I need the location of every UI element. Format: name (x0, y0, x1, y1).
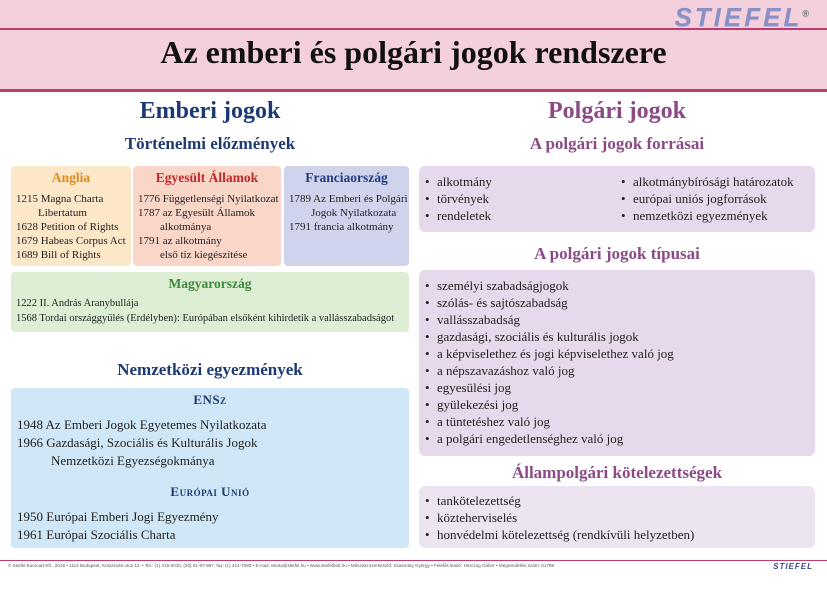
stiefel-logo: STIEFEL® (674, 2, 809, 32)
hungary-box (11, 272, 409, 332)
sources-list-1: • alkotmány • törvények • rendeletek (425, 173, 492, 224)
history-heading: Történelmi előzmények (124, 134, 296, 153)
footer-logo: STIEFEL (773, 562, 813, 571)
types-list: • személyi szabadságjogok • szólás- és sajtószabadság • vallásszabadság • gazdasági, szociális és kulturális jogok • a képviselethez és jogi képviselethez való jog • a népszavazáshoz való jog • egyesülési jog • gyülekezési jog • a tüntetéshez való jog • a polgári engedetlenséghez való jog (425, 277, 674, 447)
anglia-list: 1215 Magna Charta Libertatum 1628 Petition of Rights 1679 Habeas Corpus Act 1689 Bill of Rights (16, 193, 126, 261)
types-heading: A polgári jogok típusai (534, 244, 700, 263)
sources-list-2: • alkotmánybírósági határozatok • európai uniós jogforrások • nemzetközi egyezmények (621, 173, 794, 224)
page-title: Az emberi és polgári jogok rendszere (160, 34, 667, 70)
eu-list: 1950 Európai Emberi Jogi Egyezmény 1961 Európai Szociális Charta (17, 509, 219, 542)
footer-imprint: © Stiefel Eurocart Kft., 2015 • 1113 Budapest, Kolozsvári utca 13. • Tel.: (1) 415-2010, (20) 61-67-967, fax: (1) 414-7080 • E-mail: iskola@stiefel.hu • www.stiefelbolt.hu • Műszaki szerkesztő: Szalontay György • Felelős kiadó: Herczog Gábor • Megrendelési szám: 61789 (8, 563, 555, 568)
france-list: 1789 Az Emberi és Polgári Jogok Nyilatkozata 1791 francia alkotmány (289, 193, 408, 233)
header-band (0, 0, 827, 92)
hungary-list: 1222 II. András Aranybullája 1568 Tordai országgyűlés (Erdélyben): Európában elsőként kihirdetik a vallásszabadságot (16, 298, 395, 324)
footer-divider (0, 560, 827, 561)
usa-box (133, 166, 281, 266)
anglia-box (11, 166, 131, 266)
usa-list: 1776 Függetlenségi Nyilatkozat 1787 az Egyesült Államok alkotmánya 1791 az alkotmány első tíz kiegészítése (138, 193, 279, 261)
duties-heading: Állampolgári kötelezettségek (511, 463, 723, 482)
anglia-title: Anglia (51, 170, 91, 185)
intl-treaties-heading: Nemzetközi egyezmények (117, 360, 303, 379)
usa-title: Egyesült Államok (155, 170, 259, 185)
un-title: ENSz (193, 392, 227, 407)
hungary-title: Magyarország (168, 276, 252, 291)
france-box (284, 166, 409, 266)
france-title: Franciaország (305, 170, 388, 185)
un-list: 1948 Az Emberi Jogok Egyetemes Nyilatkozata 1966 Gazdasági, Szociális és Kulturális Jogok Nemzetközi Egyezségokmánya (17, 417, 267, 468)
duties-box (419, 486, 815, 548)
sources-box (419, 166, 815, 232)
un-eu-box (11, 388, 409, 548)
human-rights-heading: Emberi jogok (139, 98, 281, 124)
eu-title: Európai Unió (170, 484, 250, 499)
duties-list: • tankötelezettség • közteherviselés • honvédelmi kötelezettség (rendkívüli helyzetben) (425, 492, 694, 543)
types-box (419, 270, 815, 456)
sources-heading: A polgári jogok forrásai (529, 134, 705, 153)
civil-rights-heading: Polgári jogok (548, 98, 686, 124)
